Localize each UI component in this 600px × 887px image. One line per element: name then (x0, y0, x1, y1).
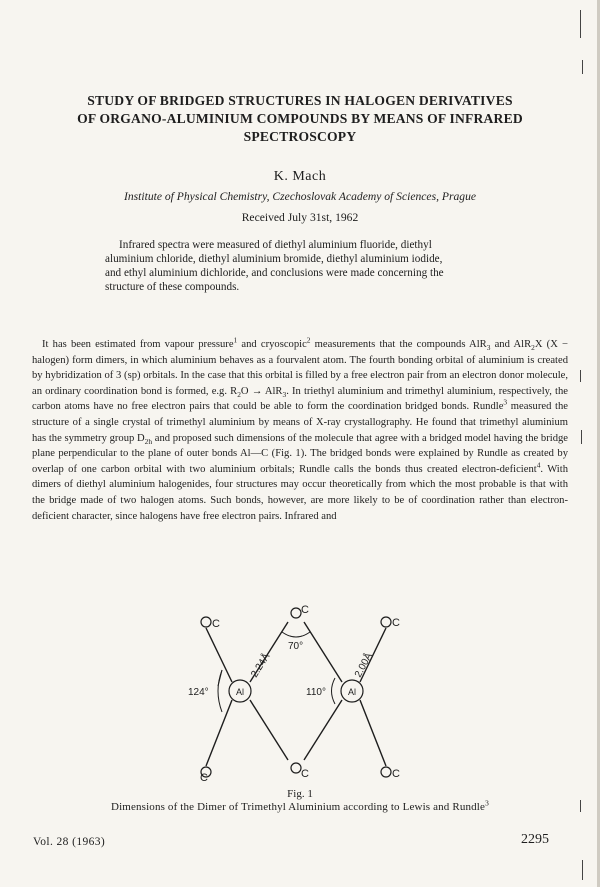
bond-length-label: 2.00Å (352, 651, 375, 680)
atom-label-c: C (392, 768, 400, 780)
atom-circles (201, 608, 391, 777)
atom-label-c: C (301, 768, 309, 780)
abstract-line: Infrared spectra were measured of diethyl aluminium fluoride, diethyl (119, 239, 432, 251)
margin-mark (581, 430, 582, 444)
carbon-atom (381, 617, 391, 627)
ref-sup: 1 (233, 335, 238, 345)
carbon-atom (291, 763, 301, 773)
carbon-atom (201, 617, 211, 627)
atom-label-c: C (392, 617, 400, 629)
ref-sup: 3 (503, 397, 508, 407)
atom-label-al: Al (236, 687, 245, 697)
atom-label-c: C (212, 618, 220, 630)
title-line: SPECTROSCOPY (243, 129, 357, 144)
margin-mark (580, 10, 581, 38)
body-paragraph: It has been estimated from vapour pressure$^1$ and cryoscopic$^2$ measurements that the compounds AlR$_3$ and AlR$_2$X (X − halogen) form dimers, in which aluminium behaves as a fourvalent atom. The fourth bonding orbital of aluminium is created by hybridization of 3 (sp) orbitals. In the case that this orbital is filled by a free electron pair from an electron donor molecule, an ordinary coordination bond is formed, e.g. $R_2O \to AlR_3$. In triethyl aluminium and trimethyl aluminium, respectively, the carbon atoms have no free electron pairs that could be able to form the coordination bridged bonds. Rundle$^3$ measured the structure of a single crystal of trimethyl aluminium by means of X-ray crystallography. He found that trimethyl aluminium has the symmetry group $D_{2h}$ and proposed such dimensions of the molecule that agree with a bridged model having the bridge plane perpendicular to the plane of outer bonds Al—C (Fig. 1). The bridged bonds were explained by Rundle as created by overlap of one carbon orbital with two aluminium orbitals; Rundle calls the bonds thus created electron-deficient$^4$. With dimers of diethyl aluminium halogenides, four structures may occur theoretically from which the most probable is that with the bridge made of two halogen atoms. Such bonds, however, are more likely to be of coordination rather than electron-deficient character, since halogens have free electron pairs. Infrared and (32, 335, 569, 522)
author: K. Mach (273, 169, 327, 184)
title-line: STUDY OF BRIDGED STRUCTURES IN HALOGEN DERIVATIVES (87, 93, 513, 108)
carbon-atom (381, 767, 391, 777)
margin-mark (582, 60, 583, 74)
figure-caption: Dimensions of the Dimer of Trimethyl Aluminium according to Lewis and Rundle$^3$ (110, 798, 490, 813)
abstract (105, 238, 497, 294)
atom-label-c: C (301, 604, 309, 616)
margin-mark (582, 860, 583, 880)
angle-label: 124° (188, 687, 209, 698)
paper-title (40, 92, 560, 146)
abstract-line: aluminium chloride, diethyl aluminium bromide, diethyl aluminium iodide, (105, 253, 443, 265)
title-line: OF ORGANO-ALUMINIUM COMPOUNDS BY MEANS OF INFRARED (77, 111, 523, 126)
received-date: Received July 31st, 1962 (241, 211, 359, 224)
margin-mark (580, 370, 581, 382)
ref-sup: 3 (485, 798, 490, 808)
page-number: 2295 (521, 832, 549, 847)
carbon-atom (291, 608, 301, 618)
figure-label: Fig. 1 (287, 788, 313, 800)
bond-length-label: 2.24Å (249, 651, 273, 680)
dimer-structure-figure (170, 600, 430, 790)
volume-info: Vol. 28 (1963) (33, 836, 106, 848)
angle-label: 110° (306, 687, 326, 698)
atom-label-al: Al (348, 687, 357, 697)
affiliation: Institute of Physical Chemistry, Czechoslovak Academy of Sciences, Prague (123, 190, 477, 203)
angle-label: 70° (288, 641, 304, 652)
ref-sup: 4 (536, 460, 541, 470)
abstract-line: structure of these compounds. (105, 281, 240, 293)
abstract-line: and ethyl aluminium dichloride, and conclusions were made concerning the (105, 267, 444, 279)
ref-sup: 2 (306, 335, 311, 345)
atom-label-c: C (200, 772, 208, 784)
